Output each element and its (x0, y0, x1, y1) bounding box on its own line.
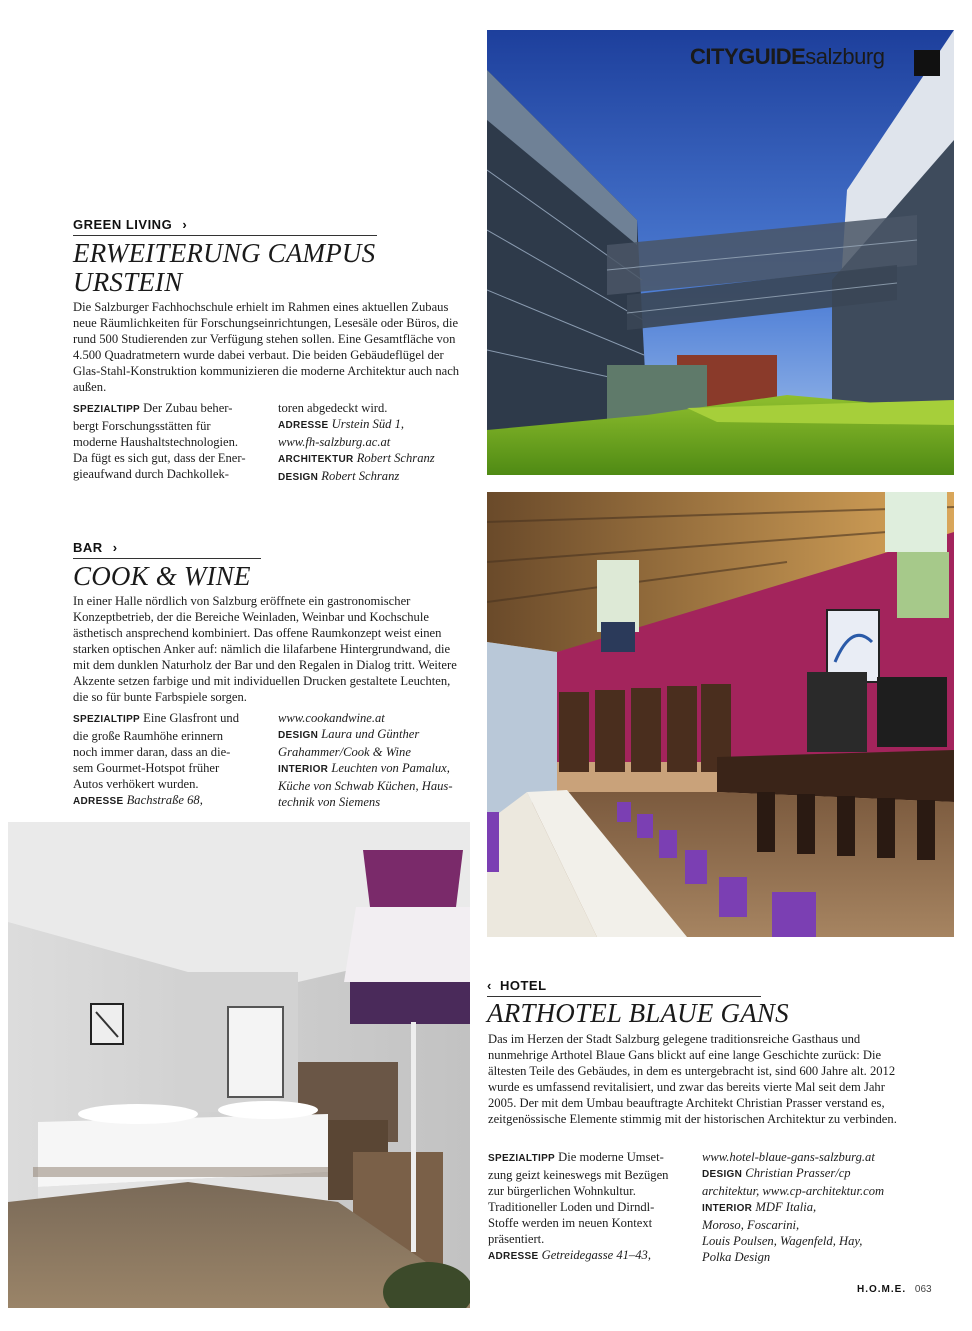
website-link[interactable]: www.fh-salzburg.ac.at (278, 435, 391, 449)
tip-text: zur bürgerlichen Wohnkultur. (488, 1184, 636, 1198)
title-line: URSTEIN (73, 267, 183, 297)
interior-value: Polka Design (702, 1250, 771, 1264)
section-tag-bar (73, 540, 261, 559)
tip-text: Die moderne Umset- (558, 1150, 664, 1164)
section-tag-hotel (487, 978, 761, 997)
tip-text: bergt Forschungsstätten für (73, 419, 211, 433)
address-value: Urstein Süd 1, (331, 417, 405, 431)
magazine-name: H.O.M.E. (857, 1284, 907, 1295)
address-value: Getreidegasse 41–43, (541, 1248, 651, 1262)
hotel-body: Das im Herzen der Stadt Salzburg gelegene traditionsreiche Gasthaus und nunmehrige Arthotel Blaue Gans blickt auf eine lange Geschichte zurück: Die ältesten Teile des Gebäudes, in dem es untergebracht ist, sind 600 Jahre alt. 2012 wurde es umfassend revitalisiert, und zwar das bereits vierte Mal seit dem Jahr 2005. Der mit dem Umbau beauftragte Architekt Christian Prasser verstand es, zeitgenössische Elemente stimmig mit der historischen Architektur zu verbinden. (488, 1032, 897, 1126)
website-link[interactable]: www.cookandwine.at (278, 711, 385, 725)
cityguide-header (690, 44, 884, 70)
title-line: ERWEITERUNG CAMPUS (73, 238, 376, 268)
tip-text: toren abgedeckt wird. (278, 401, 388, 415)
interior-value: Küche von Schwab Küchen, Haus- (278, 779, 453, 793)
interior-value: MDF Italia, (755, 1200, 817, 1214)
page-footer (857, 1284, 932, 1295)
tip-label: SPEZIALTIPP (73, 714, 141, 725)
tip-text: die große Raumhöhe erinnern (73, 729, 224, 743)
header-block-icon (914, 50, 940, 76)
design-value: architektur, www.cp-architektur.com (702, 1184, 885, 1198)
website-link[interactable]: www.hotel-blaue-gans-salzburg.at (702, 1150, 875, 1164)
tip-label: SPEZIALTIPP (488, 1153, 556, 1164)
tip-text: Eine Glasfront und (143, 711, 240, 725)
hotel-tip (488, 1149, 698, 1265)
tip-text: Stoffe werden im neuen Kontext (488, 1216, 653, 1230)
campus-tip (73, 400, 273, 482)
campus-details (278, 400, 478, 486)
tip-text: gieaufwand durch Dachkollek- (73, 467, 229, 481)
chevron-right-icon: › (112, 540, 118, 555)
interior-value: Louis Poulsen, Wagenfeld, Hay, (702, 1234, 863, 1248)
design-label: DESIGN (278, 730, 319, 741)
design-value: Robert Schranz (321, 469, 400, 483)
hotel-details (702, 1149, 932, 1265)
bar-tip (73, 710, 273, 810)
tag-text: GREEN LIVING (73, 217, 173, 232)
tip-text: Der Zubau beher- (143, 401, 233, 415)
interior-value: Leuchten von Pamalux, (331, 761, 450, 775)
address-label: ADRESSE (278, 420, 329, 431)
tip-text: noch immer daran, dass an die- (73, 745, 231, 759)
hotel-room-photo (8, 822, 470, 1308)
campus-title (73, 239, 473, 297)
tip-text: Autos verhökert wurden. (73, 777, 199, 791)
tip-label: SPEZIALTIPP (73, 404, 141, 415)
tag-text: BAR (73, 540, 103, 555)
design-value: Grahammer/Cook & Wine (278, 745, 411, 759)
tip-text: Da fügt es sich gut, dass der Ener- (73, 451, 246, 465)
address-value: Bachstraße 68, (126, 793, 203, 807)
bar-title: COOK & WINE (73, 561, 251, 591)
design-value: Christian Prasser/cp (745, 1166, 851, 1180)
tip-text: moderne Haushaltstechnologien. (73, 435, 239, 449)
tip-text: sem Gourmet-Hotspot früher (73, 761, 220, 775)
chevron-left-icon: ‹ (487, 978, 492, 993)
tip-text: zung geizt keineswegs mit Bezügen (488, 1168, 669, 1182)
bar-details (278, 710, 478, 810)
architecture-label: ARCHITEKTUR (278, 454, 354, 465)
campus-body: Die Salzburger Fachhochschule erhielt im Rahmen eines aktuellen Zubaus neue Räumlichkeiten für Forschungseinrichtungen, Lesesäle oder Büros, die rund 500 Studierenden zur Verfügung stehen sollen. Eine Gesamtfläche von 4.500 Quadratmetern wurde dabei verbaut. Die beiden Gebäudeflügel der Glas-Stahl-Konstruktion kommunizieren die moderne Architektur auch nach außen. (73, 300, 460, 394)
design-label: DESIGN (702, 1169, 743, 1180)
page-number: 063 (914, 1284, 932, 1295)
hotel-title: ARTHOTEL BLAUE GANS (487, 998, 789, 1028)
section-tag-green-living (73, 217, 377, 236)
address-label: ADRESSE (488, 1251, 539, 1262)
interior-value: technik von Siemens (278, 795, 381, 809)
tag-text: HOTEL (499, 978, 547, 993)
chevron-right-icon: › (182, 217, 188, 232)
design-value: Laura und Günther (321, 727, 420, 741)
tip-text: Traditioneller Loden und Dirndl- (488, 1200, 655, 1214)
cityguide-label: CITYGUIDE (690, 44, 806, 69)
interior-value: Moroso, Foscarini, (702, 1218, 800, 1232)
city-label: salzburg (805, 44, 885, 69)
design-label: DESIGN (278, 472, 319, 483)
interior-label: INTERIOR (702, 1203, 753, 1214)
bar-body: In einer Halle nördlich von Salzburg eröffnete ein gastronomischer Konzeptbetrieb, der die Bereiche Weinladen, Weinbar und Kochschule ästhetisch ansprechend kombiniert. Das offene Raumkonzept weist einen starken optischen Anker auf: nämlich die lilafarbene Hintergrundwand, die mit dem dunklen Naturholz der Bar und den Regalen in Dialog tritt. Weitere Akzente setzen farbige und mit individuellen Drucken gestaltete Leuchten, die so für bunte Farbspiele sorgen. (73, 594, 457, 704)
address-label: ADRESSE (73, 796, 124, 807)
cook-wine-photo (487, 492, 954, 937)
architecture-value: Robert Schranz (356, 451, 435, 465)
tip-text: präsentiert. (488, 1232, 545, 1246)
interior-label: INTERIOR (278, 764, 329, 775)
campus-photo (487, 30, 954, 475)
